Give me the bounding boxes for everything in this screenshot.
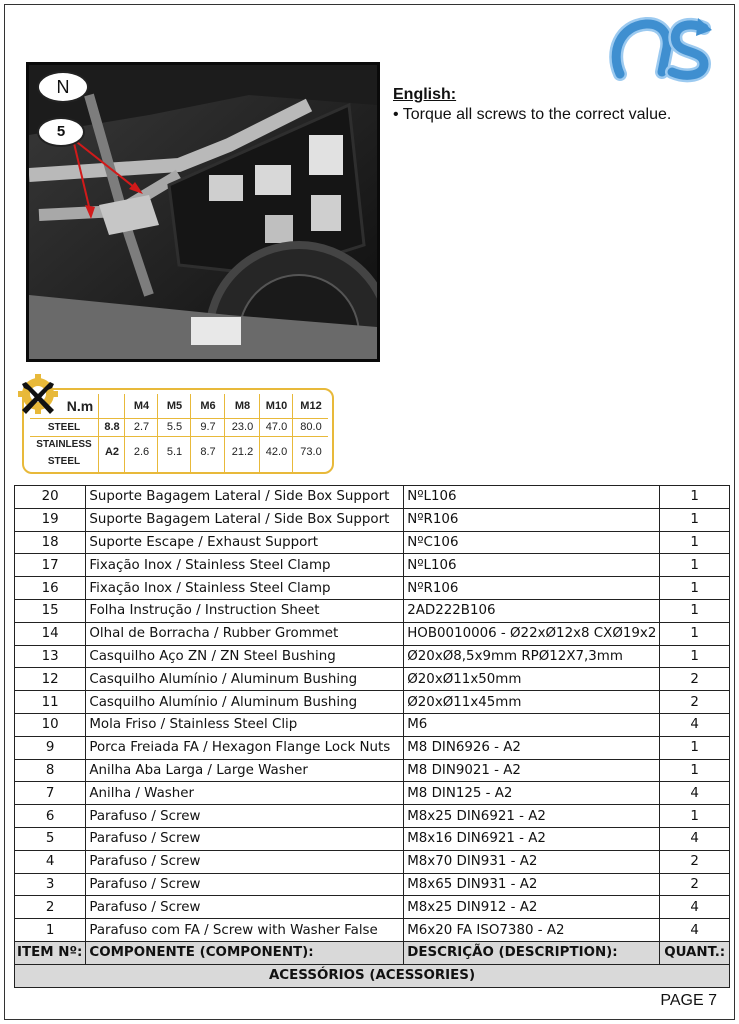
- description-cell: HOB0010006 - Ø22xØ12x8 CXØ19x2: [404, 622, 660, 645]
- table-row: [15, 782, 730, 805]
- component-cell: Parafuso / Screw: [86, 850, 404, 873]
- description-cell: M8 DIN125 - A2: [404, 782, 660, 805]
- torque-value: 80.0: [300, 421, 322, 433]
- instruction-heading: English:: [393, 86, 457, 103]
- item-number-cell: 20: [15, 486, 86, 509]
- component-cell: Folha Instrução / Instruction Sheet: [86, 599, 404, 622]
- table-row: [15, 691, 730, 714]
- component-cell: Parafuso / Screw: [86, 873, 404, 896]
- item-number-cell: 3: [15, 873, 86, 896]
- description-cell: Ø20xØ11x50mm: [404, 668, 660, 691]
- torque-table: [16, 372, 334, 476]
- description-cell: NºC106: [404, 531, 660, 554]
- table-row: [15, 873, 730, 896]
- torque-value: 21.2: [231, 446, 254, 458]
- item-number-cell: 11: [15, 691, 86, 714]
- component-cell: Porca Freiada FA / Hexagon Flange Lock Nuts: [86, 736, 404, 759]
- torque-value: 73.0: [300, 446, 322, 458]
- component-cell: Suporte Bagagem Lateral / Side Box Support: [86, 508, 404, 531]
- torque-grid-line: [157, 394, 158, 472]
- table-row: [15, 827, 730, 850]
- torque-value: 2.6: [133, 446, 150, 458]
- quantity-cell: 4: [660, 827, 730, 850]
- item-number-cell: 9: [15, 736, 86, 759]
- torque-value: 8.7: [200, 446, 216, 458]
- torque-value: 23.0: [231, 421, 254, 433]
- component-cell: Parafuso / Screw: [86, 805, 404, 828]
- component-cell: Anilha Aba Larga / Large Washer: [86, 759, 404, 782]
- brand-logo: [606, 12, 718, 86]
- quantity-cell: 2: [660, 691, 730, 714]
- item-number-cell: 5: [15, 827, 86, 850]
- header-quantity: QUANT.:: [660, 941, 730, 964]
- quantity-cell: 4: [660, 919, 730, 942]
- header-description: DESCRIÇÃO (DESCRIPTION):: [404, 941, 660, 964]
- torque-grid-line: [259, 394, 260, 472]
- component-cell: Suporte Bagagem Lateral / Side Box Support: [86, 486, 404, 509]
- torque-row-material: STAINLESS: [36, 439, 92, 450]
- item-number-cell: 10: [15, 713, 86, 736]
- instruction-text: • Torque all screws to the correct value.: [393, 106, 672, 123]
- component-cell: Fixação Inox / Stainless Steel Clamp: [86, 554, 404, 577]
- table-row: [15, 805, 730, 828]
- torque-unit-label: N.m: [66, 398, 94, 414]
- item-number-cell: 7: [15, 782, 86, 805]
- part-callout-badge: [37, 117, 85, 147]
- table-row: [15, 531, 730, 554]
- quantity-cell: 4: [660, 896, 730, 919]
- page-number: PAGE 7: [660, 992, 717, 1009]
- torque-row-grade: A2: [104, 446, 120, 458]
- item-number-cell: 6: [15, 805, 86, 828]
- table-row: [15, 736, 730, 759]
- torque-row-material: STEEL: [47, 456, 81, 467]
- quantity-cell: 1: [660, 486, 730, 509]
- table-row: [15, 554, 730, 577]
- component-cell: Parafuso / Screw: [86, 827, 404, 850]
- quantity-cell: 1: [660, 599, 730, 622]
- component-cell: Casquilho Alumínio / Aluminum Bushing: [86, 691, 404, 714]
- component-cell: Mola Friso / Stainless Steel Clip: [86, 713, 404, 736]
- view-callout-label: N: [56, 77, 70, 97]
- quantity-cell: 1: [660, 622, 730, 645]
- quantity-cell: 1: [660, 554, 730, 577]
- torque-value: 47.0: [265, 421, 288, 433]
- component-cell: Parafuso com FA / Screw with Washer False: [86, 919, 404, 942]
- component-cell: Fixação Inox / Stainless Steel Clamp: [86, 577, 404, 600]
- description-cell: M8x65 DIN931 - A2: [404, 873, 660, 896]
- description-cell: M8 DIN9021 - A2: [404, 759, 660, 782]
- description-cell: M8 DIN6926 - A2: [404, 736, 660, 759]
- header-component: COMPONENTE (COMPONENT):: [86, 941, 404, 964]
- torque-value: 5.5: [166, 421, 183, 433]
- torque-col-header: M8: [234, 400, 251, 412]
- quantity-cell: 4: [660, 713, 730, 736]
- description-cell: M6: [404, 713, 660, 736]
- description-cell: NºL106: [404, 554, 660, 577]
- table-row: [15, 577, 730, 600]
- table-row: [15, 668, 730, 691]
- view-callout-badge: [37, 71, 89, 103]
- torque-grid-line: [190, 394, 191, 472]
- description-cell: Ø20xØ11x45mm: [404, 691, 660, 714]
- quantity-cell: 2: [660, 850, 730, 873]
- instruction-block: [393, 86, 713, 124]
- table-header-row: [15, 941, 730, 964]
- item-number-cell: 18: [15, 531, 86, 554]
- torque-row-material: STEEL: [47, 422, 81, 433]
- description-cell: M8x70 DIN931 - A2: [404, 850, 660, 873]
- quantity-cell: 1: [660, 736, 730, 759]
- quantity-cell: 1: [660, 805, 730, 828]
- component-cell: Parafuso / Screw: [86, 896, 404, 919]
- description-cell: 2AD222B106: [404, 599, 660, 622]
- table-row: [15, 645, 730, 668]
- quantity-cell: 1: [660, 645, 730, 668]
- torque-col-header: M10: [265, 400, 288, 412]
- torque-grid-line: [224, 394, 225, 472]
- table-row: [15, 896, 730, 919]
- component-cell: Anilha / Washer: [86, 782, 404, 805]
- installation-photo: [26, 62, 380, 362]
- quantity-cell: 1: [660, 531, 730, 554]
- description-cell: NºL106: [404, 486, 660, 509]
- table-row: [15, 919, 730, 942]
- torque-col-header: M6: [200, 400, 216, 412]
- component-cell: Suporte Escape / Exhaust Support: [86, 531, 404, 554]
- torque-grid-line: [124, 394, 125, 472]
- torque-value: 2.7: [133, 421, 150, 433]
- item-number-cell: 19: [15, 508, 86, 531]
- header-item: ITEM Nº:: [15, 941, 86, 964]
- torque-col-header: M5: [166, 400, 183, 412]
- description-cell: M8x16 DIN6921 - A2: [404, 827, 660, 850]
- quantity-cell: 2: [660, 668, 730, 691]
- item-number-cell: 17: [15, 554, 86, 577]
- table-row: [15, 850, 730, 873]
- description-cell: M8x25 DIN6921 - A2: [404, 805, 660, 828]
- quantity-cell: 1: [660, 577, 730, 600]
- torque-col-header: M12: [300, 400, 322, 412]
- item-number-cell: 8: [15, 759, 86, 782]
- component-cell: Casquilho Alumínio / Aluminum Bushing: [86, 668, 404, 691]
- item-number-cell: 15: [15, 599, 86, 622]
- parts-table: [14, 485, 730, 988]
- torque-value: 42.0: [265, 446, 288, 458]
- table-row: [15, 508, 730, 531]
- quantity-cell: 4: [660, 782, 730, 805]
- item-number-cell: 2: [15, 896, 86, 919]
- table-row: [15, 622, 730, 645]
- torque-grid-line: [30, 436, 328, 437]
- wrench-gear-icon: [16, 372, 60, 416]
- quantity-cell: 1: [660, 508, 730, 531]
- table-row: [15, 486, 730, 509]
- description-cell: NºR106: [404, 508, 660, 531]
- item-number-cell: 1: [15, 919, 86, 942]
- item-number-cell: 12: [15, 668, 86, 691]
- table-row: [15, 713, 730, 736]
- accessories-label: ACESSÓRIOS (ACESSORIES): [15, 964, 730, 987]
- description-cell: NºR106: [404, 577, 660, 600]
- table-row: [15, 759, 730, 782]
- torque-grid-line: [292, 394, 293, 472]
- component-cell: Casquilho Aço ZN / ZN Steel Bushing: [86, 645, 404, 668]
- description-cell: M8x25 DIN912 - A2: [404, 896, 660, 919]
- torque-value: 5.1: [166, 446, 183, 458]
- torque-col-header: M4: [133, 400, 150, 412]
- quantity-cell: 1: [660, 759, 730, 782]
- quantity-cell: 2: [660, 873, 730, 896]
- torque-row-grade: 8.8: [104, 421, 120, 433]
- accessories-row: [15, 964, 730, 987]
- item-number-cell: 4: [15, 850, 86, 873]
- item-number-cell: 14: [15, 622, 86, 645]
- torque-value: 9.7: [200, 421, 216, 433]
- table-row: [15, 599, 730, 622]
- description-cell: M6x20 FA ISO7380 - A2: [404, 919, 660, 942]
- description-cell: Ø20xØ8,5x9mm RPØ12X7,3mm: [404, 645, 660, 668]
- torque-grid-line: [30, 418, 328, 419]
- item-number-cell: 16: [15, 577, 86, 600]
- part-callout-label: 5: [56, 123, 66, 140]
- component-cell: Olhal de Borracha / Rubber Grommet: [86, 622, 404, 645]
- item-number-cell: 13: [15, 645, 86, 668]
